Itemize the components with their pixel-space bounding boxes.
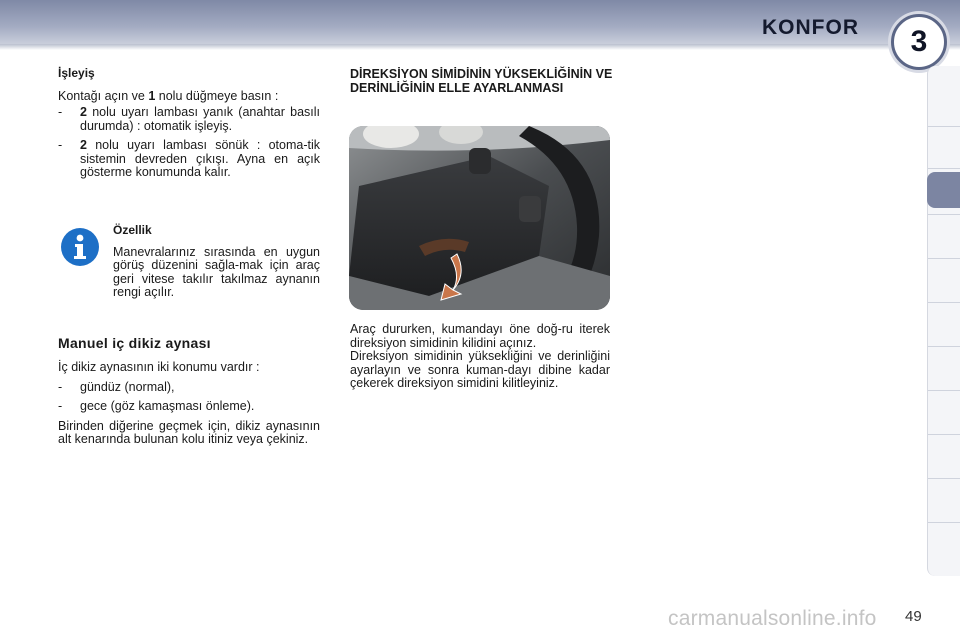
info-title: Özellik — [113, 223, 152, 237]
chapter-tabs — [927, 66, 960, 576]
tab-divider — [928, 126, 960, 127]
tab-divider — [928, 390, 960, 391]
list-item: - gece (göz kamaşması önleme). — [58, 399, 255, 413]
steering-column-photo — [349, 126, 610, 310]
info-icon — [61, 228, 99, 266]
instruction-para-2: Direksiyon simidinin yüksekliğini ve derinliğini ayarlayın ve sonra kuman-dayı dibine kadar çekerek direksiyon simidini kilitleyiniz. — [350, 349, 610, 390]
tab-divider — [928, 214, 960, 215]
list-item: - 2 nolu uyarı lambası sönük : otoma-tik sistemin devreden çıkışı. Ayna en açık gösterme konumunda kalır. — [58, 138, 320, 179]
intro-post: nolu düğmeye basın : — [155, 88, 279, 103]
chapter-title: KONFOR — [762, 16, 859, 39]
tab-divider — [928, 522, 960, 523]
instruction-para-1: Araç dururken, kumandayı öne doğ-ru iterek direksiyon simidinin kilidini açınız. — [350, 322, 610, 350]
intro-pre: Kontağı açın ve — [58, 88, 149, 103]
item-text: nolu uyarı lambası sönük : otoma-tik sistemin devreden çıkışı. Ayna en açık gösterme konumunda kalır. — [80, 138, 320, 179]
tab-divider — [928, 346, 960, 347]
info-box — [113, 224, 320, 300]
tab-divider — [928, 168, 960, 169]
mirror-section — [58, 361, 320, 447]
chapter-number: 3 — [910, 25, 928, 58]
intro-text — [58, 90, 320, 104]
section-intro: İç dikiz aynasının iki konumu vardır : — [58, 360, 260, 374]
header-shadow — [0, 44, 960, 50]
item-bold: 2 — [80, 138, 87, 152]
watermark: carmanualsonline.info — [668, 607, 877, 630]
tab-divider — [928, 258, 960, 259]
right-section-title: DİREKSİYON SİMİDİNİN YÜKSEKLİĞİNİN VE DERİNLİĞİNİN ELLE AYARLANMASI — [350, 67, 613, 95]
chapter-tab-active[interactable] — [927, 172, 960, 208]
intro-bold: 1 — [148, 88, 156, 103]
section-text: Birinden diğerine geçmek için, dikiz aynasının alt kenarında bulunan kolu itiniz veya çekiniz. — [58, 418, 320, 446]
subheading-operation: İşleyiş — [58, 66, 95, 80]
tab-divider — [928, 434, 960, 435]
tab-divider — [928, 302, 960, 303]
list-item: - 2 nolu uyarı lambası yanık (anahtar basılı durumda) : otomatik işleyiş. — [58, 105, 320, 133]
right-column-text — [350, 323, 610, 391]
item-bold: 2 — [80, 105, 87, 119]
tab-divider — [928, 478, 960, 479]
info-text: Manevralarınız sırasında en uygun görüş düzenini sağla-mak için araç geri vitese takılır takılmaz aynanın rengi açılır. — [113, 244, 320, 299]
section-title: Manuel iç dikiz aynası — [58, 335, 211, 351]
left-column — [58, 67, 320, 180]
chapter-badge — [891, 14, 947, 70]
item-text: gece (göz kamaşması önleme). — [80, 399, 255, 413]
item-text: gündüz (normal), — [80, 379, 175, 394]
page-number: 49 — [905, 608, 922, 625]
list-item: - gündüz (normal), — [58, 379, 175, 394]
item-text: nolu uyarı lambası yanık (anahtar basılı durumda) : otomatik işleyiş. — [80, 105, 320, 133]
